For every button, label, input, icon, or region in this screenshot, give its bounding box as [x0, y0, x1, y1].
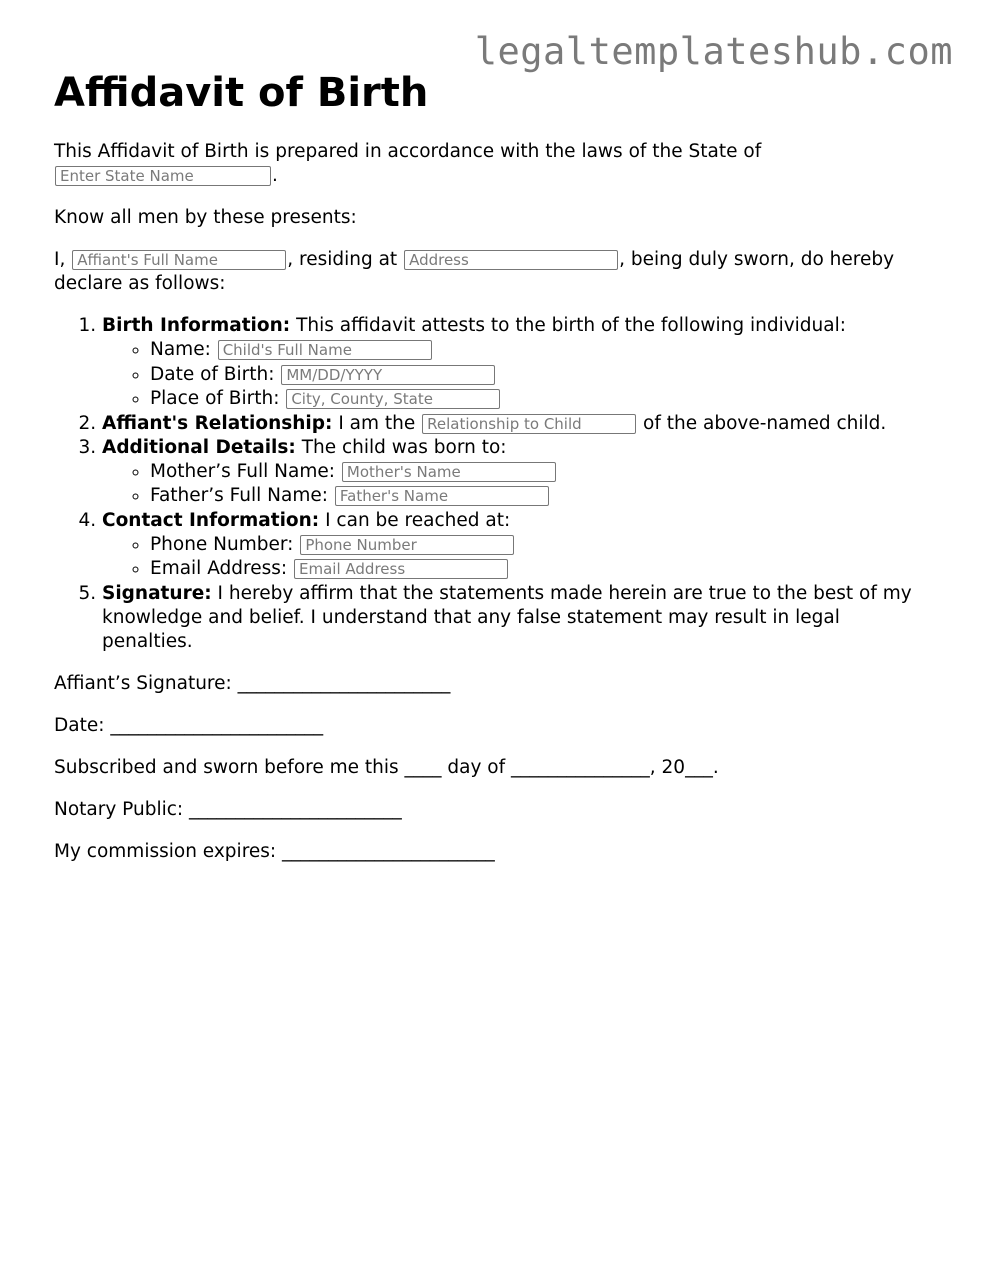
- child-name-label: Name:: [150, 339, 211, 360]
- know-all-paragraph: Know all men by these presents:: [54, 207, 357, 228]
- list-item: [150, 557, 924, 582]
- list-item: [150, 363, 924, 388]
- intro-paragraph: [54, 140, 924, 188]
- list-item: [150, 338, 924, 363]
- list-item: [150, 533, 924, 558]
- list-item: [150, 387, 924, 412]
- contact-heading: Contact Information:: [102, 509, 320, 531]
- dob-input[interactable]: [281, 365, 495, 385]
- list-item-signature: [102, 582, 924, 654]
- email-input[interactable]: [294, 559, 508, 579]
- contact-sublist: [102, 533, 924, 582]
- phone-label: Phone Number:: [150, 533, 294, 555]
- additional-heading: Additional Details:: [102, 436, 296, 458]
- affiant-name-input[interactable]: [72, 250, 286, 270]
- signature-heading: Signature:: [102, 582, 212, 604]
- document-body: [54, 70, 924, 882]
- declaration-residing: , residing at: [287, 249, 398, 270]
- father-name-label: Father’s Full Name:: [150, 485, 328, 506]
- state-name-input[interactable]: [55, 166, 271, 186]
- commission-line: My commission expires: _______________________: [54, 840, 495, 862]
- list-item-additional-details: [102, 436, 924, 509]
- birth-text: This affidavit attests to the birth of the following individual:: [296, 315, 846, 336]
- intro-text: This Affidavit of Birth is prepared in accordance with the laws of the State of: [54, 141, 762, 162]
- child-name-input[interactable]: [218, 340, 432, 360]
- contact-text: I can be reached at:: [325, 509, 511, 531]
- notary-line: Notary Public: _______________________: [54, 798, 402, 820]
- pob-input[interactable]: [286, 389, 500, 409]
- additional-text: The child was born to:: [301, 436, 507, 458]
- list-item-relationship: [102, 412, 924, 436]
- relationship-heading: Affiant's Relationship:: [102, 412, 333, 434]
- watermark: legaltemplateshub.com: [474, 30, 953, 73]
- mother-name-input[interactable]: [342, 462, 556, 482]
- list-item-birth-information: [102, 314, 924, 412]
- list-item: [150, 484, 924, 509]
- father-name-input[interactable]: [335, 486, 549, 506]
- relationship-text-after: of the above-named child.: [643, 412, 887, 434]
- birth-sublist: [102, 338, 924, 412]
- pob-label: Place of Birth:: [150, 388, 280, 409]
- email-label: Email Address:: [150, 558, 288, 579]
- list-item-contact-information: [102, 509, 924, 582]
- address-input[interactable]: [404, 250, 618, 270]
- date-line: Date: _______________________: [54, 714, 324, 736]
- page-title: Affidavit of Birth: [54, 70, 429, 116]
- declaration-suffix: , being duly sworn, do hereby declare as follows:: [54, 249, 895, 294]
- subscribed-line: Subscribed and sworn before me this ____ day of _______________, 20___.: [54, 756, 719, 778]
- mother-name-label: Mother’s Full Name:: [150, 460, 335, 482]
- signature-text: I hereby affirm that the statements made herein are true to the best of my knowledge and belief. I understand that any false statement may result in legal penalties.: [102, 582, 912, 652]
- list-item: [150, 460, 924, 485]
- declaration-list: [54, 314, 924, 654]
- declaration-paragraph: [54, 248, 924, 296]
- dob-label: Date of Birth:: [150, 363, 275, 385]
- birth-heading: Birth Information:: [102, 315, 291, 336]
- additional-sublist: [102, 460, 924, 509]
- relationship-text-before: I am the: [338, 412, 416, 434]
- declaration-prefix: I,: [54, 249, 66, 270]
- intro-end: .: [272, 165, 278, 186]
- relationship-input[interactable]: [422, 414, 636, 434]
- affiant-signature-line: Affiant’s Signature: _______________________: [54, 672, 451, 694]
- phone-input[interactable]: [300, 535, 514, 555]
